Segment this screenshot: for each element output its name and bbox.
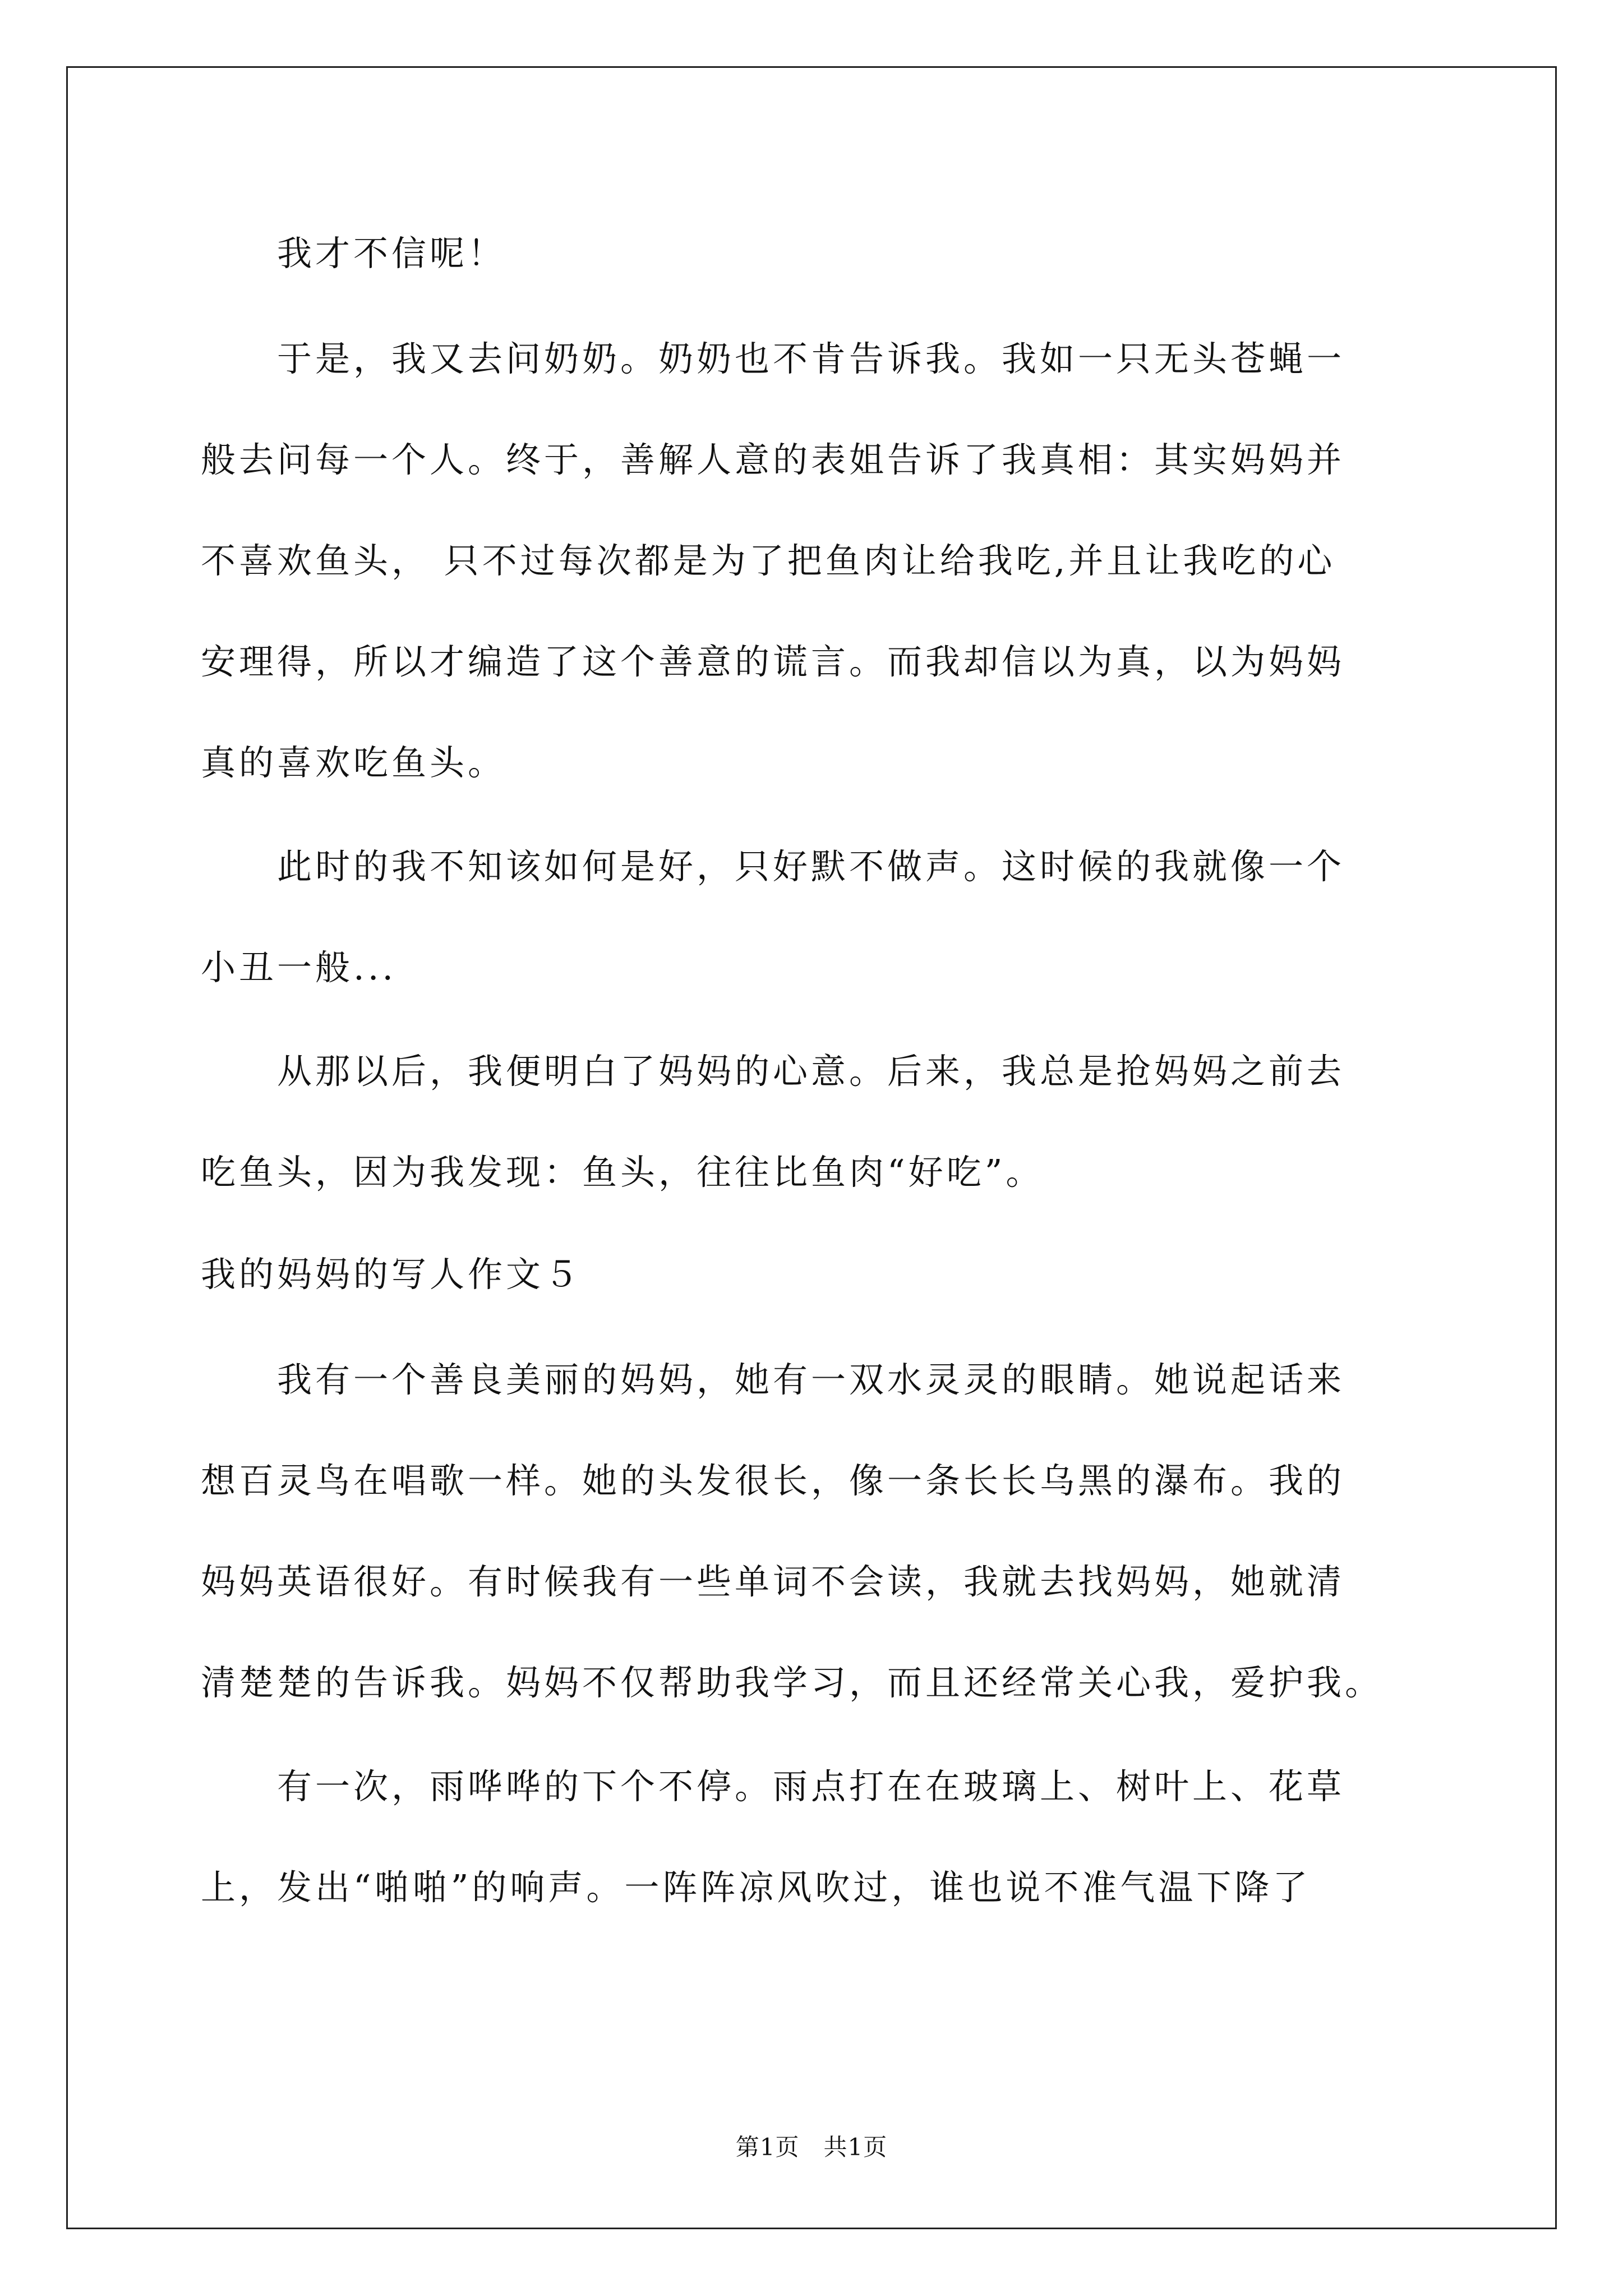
text-line: 清楚楚的告诉我。妈妈不仅帮助我学习，而且还经常关心我，爱护我。 [201, 1662, 1384, 1703]
section-heading: 我的妈妈的写人作文５ [201, 1254, 583, 1295]
text-line: 小丑一般... [201, 947, 397, 988]
text-line: 真的喜欢吃鱼头。 [201, 742, 506, 783]
text-line: 吃鱼头，因为我发现：鱼头，往往比鱼肉“好吃”。 [201, 1152, 1044, 1193]
text-line: 上，发出“啪啪”的响声。一阵阵凉风吹过，谁也说不准气温下降了 [201, 1867, 1311, 1908]
text-line: 妈妈英语很好。有时候我有一些单词不会读，我就去找妈妈，她就清 [201, 1561, 1345, 1602]
text-line: 此时的我不知该如何是好，只好默不做声。这时候的我就像一个 [201, 846, 1345, 887]
text-line: 我才不信呢！ [201, 233, 506, 274]
text-line: 有一次，雨哗哗的下个不停。雨点打在在玻璃上、树叶上、花草 [201, 1766, 1345, 1807]
text-line: 般去问每一个人。终于，善解人意的表姐告诉了我真相：其实妈妈并 [201, 439, 1345, 480]
text-line: 我有一个善良美丽的妈妈，她有一双水灵灵的眼睛。她说起话来 [201, 1359, 1345, 1400]
text-line: 安理得，所以才编造了这个善意的谎言。而我却信以为真，以为妈妈 [201, 641, 1345, 682]
text-line: 于是，我又去问奶奶。奶奶也不肯告诉我。我如一只无头苍蝇一 [201, 338, 1345, 379]
page-footer: 第1页 共1页 [735, 2133, 888, 2161]
text-line: 想百灵鸟在唱歌一样。她的头发很长，像一条长长乌黑的瀑布。我的 [201, 1460, 1345, 1501]
text-line: 不喜欢鱼头， 只不过每次都是为了把鱼肉让给我吃,并且让我吃的心 [201, 540, 1336, 581]
text-line: 从那以后，我便明白了妈妈的心意。后来，我总是抢妈妈之前去 [201, 1051, 1345, 1092]
